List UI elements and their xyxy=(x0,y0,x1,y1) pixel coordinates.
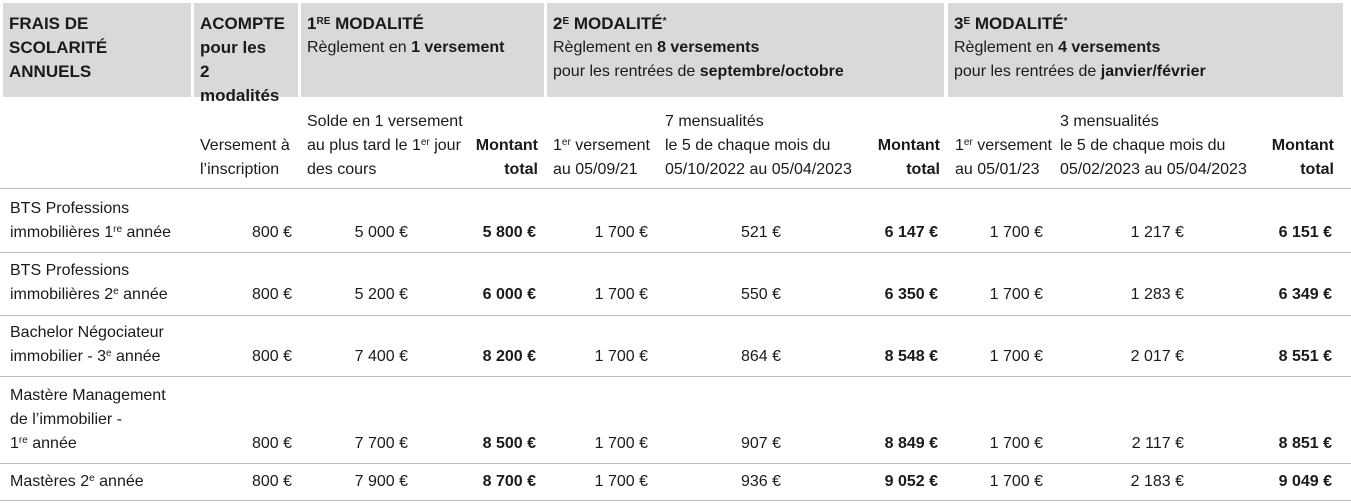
m3-monthly-value: 1 217 € xyxy=(1130,224,1184,241)
modalite-1-desc: Règlement en 1 versement xyxy=(307,39,505,56)
subheader-m2-monthly: 7 mensualités le 5 de chaque mois du 05/10/2022 au 05/04/2023 xyxy=(665,113,852,178)
m2-monthly-value: 864 € xyxy=(740,348,781,365)
m2-monthly-value: 521 € xyxy=(740,224,781,241)
total-3-value: 9 049 € xyxy=(1278,473,1332,490)
total-2-value: 6 147 € xyxy=(884,224,938,241)
m3-first-value: 1 700 € xyxy=(989,473,1043,490)
solde-value: 7 900 € xyxy=(354,473,408,490)
header-frais-line1: FRAIS DE xyxy=(9,14,89,33)
m3-first-value: 1 700 € xyxy=(989,348,1043,365)
subheader-montant-2: Montant total xyxy=(877,137,940,178)
header-modalite-1 xyxy=(301,3,544,97)
m3-first-value: 1 700 € xyxy=(989,224,1043,241)
acompte-value: 800 € xyxy=(251,348,292,365)
m2-monthly-value: 907 € xyxy=(740,435,781,452)
row-label: Bachelor Négociateur immobilier - 3e année xyxy=(10,324,164,365)
divider xyxy=(0,315,1351,316)
acompte-value: 800 € xyxy=(251,224,292,241)
m2-monthly-value: 936 € xyxy=(740,473,781,490)
total-2-value: 8 849 € xyxy=(884,435,938,452)
solde-value: 5 000 € xyxy=(354,224,408,241)
m3-monthly-value: 2 183 € xyxy=(1130,473,1184,490)
total-1-value: 8 200 € xyxy=(482,348,536,365)
modalite-3-desc2: pour les rentrées de janvier/février xyxy=(954,63,1206,80)
total-2-value: 8 548 € xyxy=(884,348,938,365)
total-3-value: 6 151 € xyxy=(1278,224,1332,241)
divider xyxy=(0,188,1351,189)
m2-first-value: 1 700 € xyxy=(594,435,648,452)
divider xyxy=(0,252,1351,253)
m2-first-value: 1 700 € xyxy=(594,224,648,241)
solde-value: 7 400 € xyxy=(354,348,408,365)
modalite-2-desc2: pour les rentrées de septembre/octobre xyxy=(553,63,844,80)
total-3-value: 8 851 € xyxy=(1278,435,1332,452)
total-1-value: 6 000 € xyxy=(482,286,536,303)
total-3-value: 8 551 € xyxy=(1278,348,1332,365)
subheader-montant-3: Montant total xyxy=(1271,137,1334,178)
solde-value: 7 700 € xyxy=(354,435,408,452)
modalite-2-title: $2^E$ MODALITÉ* xyxy=(553,14,667,33)
header-acompte-line1: ACOMPTE xyxy=(200,14,285,33)
total-3-value: 6 349 € xyxy=(1278,286,1332,303)
total-1-value: 5 800 € xyxy=(482,224,536,241)
m3-first-value: 1 700 € xyxy=(989,435,1043,452)
divider xyxy=(0,463,1351,464)
acompte-value: 800 € xyxy=(251,286,292,303)
m2-first-value: 1 700 € xyxy=(594,286,648,303)
divider xyxy=(0,376,1351,377)
row-label: Mastère Management de l’immobilier - 1re année xyxy=(10,387,166,452)
row-label: Mastères 2e année xyxy=(10,473,144,490)
subheader-m3-monthly: 3 mensualités le 5 de chaque mois du 05/02/2023 au 05/04/2023 xyxy=(1060,113,1247,178)
m2-monthly-value: 550 € xyxy=(740,286,781,303)
m3-monthly-value: 2 017 € xyxy=(1130,348,1184,365)
subheader-montant-1: Montant total xyxy=(475,137,538,178)
acompte-value: 800 € xyxy=(251,435,292,452)
m2-first-value: 1 700 € xyxy=(594,473,648,490)
m3-monthly-value: 1 283 € xyxy=(1130,286,1184,303)
total-1-value: 8 700 € xyxy=(482,473,536,490)
subheader-m2-first: 1er versement au 05/09/21 xyxy=(553,137,650,178)
header-modalite-2 xyxy=(547,3,944,97)
m3-monthly-value: 2 117 € xyxy=(1131,435,1184,452)
divider xyxy=(0,500,1351,501)
solde-value: 5 200 € xyxy=(354,286,408,303)
total-1-value: 8 500 € xyxy=(482,435,536,452)
header-frais xyxy=(3,3,191,97)
header-acompte-line2: pour les xyxy=(200,38,267,57)
modalite-1-title: 1RE MODALITÉ xyxy=(307,14,424,33)
header-modalite-3 xyxy=(948,3,1343,97)
m3-first-value: 1 700 € xyxy=(989,286,1043,303)
modalite-3-desc: Règlement en 4 versements xyxy=(954,39,1161,56)
header-acompte-line3: 2 modalités xyxy=(200,62,280,105)
header-acompte xyxy=(194,3,298,105)
subheader-solde: Solde en 1 versement au plus tard le 1er jour des cours xyxy=(307,113,463,178)
total-2-value: 9 052 € xyxy=(884,473,938,490)
acompte-value: 800 € xyxy=(251,473,292,490)
modalite-3-title: $3^E$ MODALITÉ* xyxy=(954,14,1068,33)
m2-first-value: 1 700 € xyxy=(594,348,648,365)
row-label: BTS Professions immobilières 2e année xyxy=(10,262,168,303)
total-2-value: 6 350 € xyxy=(884,286,938,303)
modalite-2-desc: Règlement en 8 versements xyxy=(553,39,760,56)
header-frais-line2: SCOLARITÉ ANNUELS xyxy=(9,38,108,81)
row-label: BTS Professions immobilières 1re année xyxy=(10,200,171,241)
subheader-m3-first: 1er versement au 05/01/23 xyxy=(955,137,1052,178)
subheader-acompte: Versement à l’inscription xyxy=(200,137,290,178)
